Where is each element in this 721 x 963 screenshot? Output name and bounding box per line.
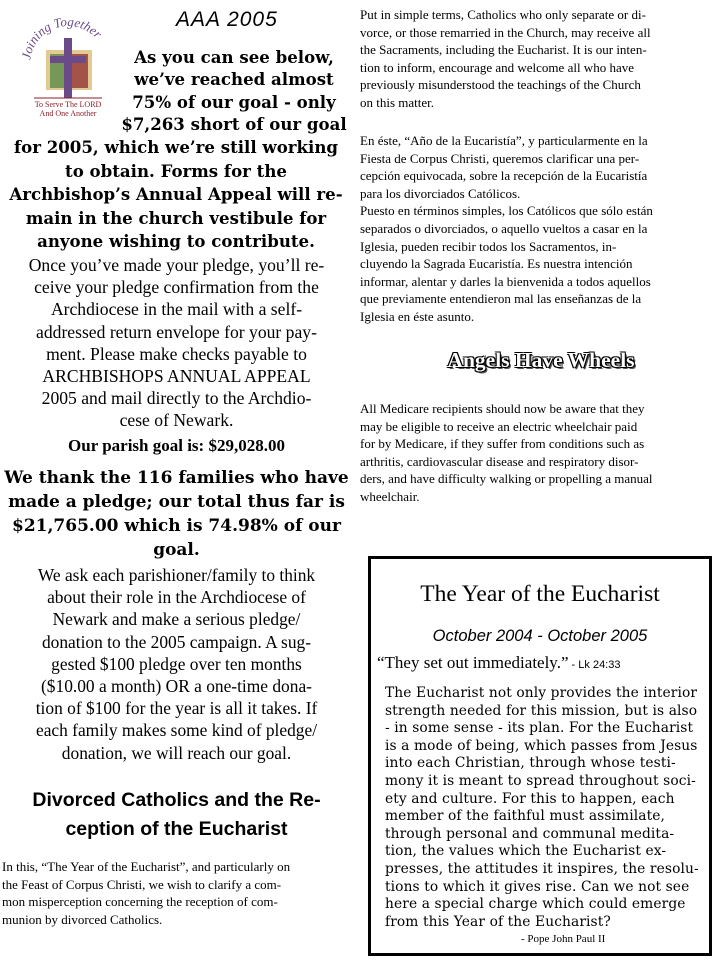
text-line: Puesto en términos simples, los Católicos que sólo están (360, 203, 653, 219)
appeal-title: AAA 2005 (176, 8, 278, 31)
body-line: 2005 and mail directly to the Archdio- (41, 388, 312, 409)
quote-reference: - Lk 24:33 (568, 659, 621, 671)
text-line: cluyendo la Sagrada Eucaristía. Es nuestra intención (360, 256, 633, 272)
ask-line: about their role in the Archdiocese of (47, 587, 306, 608)
year-of-eucharist-box (368, 556, 712, 956)
text-line: separados o divorciados, o aquello vueltos a casar en la (360, 220, 648, 236)
text-line: here a special charge which could emerge (385, 896, 686, 913)
ask-line: gested $100 pledge over ten months (51, 653, 302, 674)
lead-line: As you can see below, (134, 47, 334, 67)
divorced-catholics-heading (4, 786, 349, 844)
text-line: the Sacraments, including the Eucharist. It is our inten- (360, 42, 647, 58)
body-line: Archdiocese in the mail with a self- (50, 299, 303, 320)
text-line: mony it is meant to spread throughout soci- (385, 772, 696, 789)
appeal-lead (120, 46, 348, 136)
text-line: The Eucharist not only provides the interior (385, 685, 698, 701)
ask-line: each family makes some kind of pledge/ (35, 720, 318, 741)
lead-line: for 2005, which we’re still working (13, 137, 339, 157)
ask-line: tion of $100 for the year is all it takes. If (35, 698, 318, 719)
box-attribution: - Pope John Paul II (521, 933, 606, 945)
box-dates: October 2004 - October 2005 (432, 627, 648, 645)
text-line: into each Christian, through whose testi- (385, 755, 676, 772)
text-line: Iglesia en éste asunto. (360, 308, 475, 324)
thanks-line: $21,765.00 which is 74.98% of our (12, 516, 341, 536)
text-line: Put in simple terms, Catholics who only separate or di- (360, 7, 646, 22)
text-line: munion by divorced Catholics. (2, 911, 163, 927)
divorced-english-continued (360, 6, 712, 112)
text-line: strength needed for this mission, but is also (385, 702, 698, 719)
text-line: is a mode of being, which passes from Jesus (385, 737, 698, 754)
text-line: - in some sense - its plan. For the Eucharist (385, 720, 694, 737)
box-body (385, 685, 707, 931)
logo-motto-line1: To Serve The LORD (34, 100, 102, 109)
text-line: vorce, or those remarried in the Church, may receive all (360, 24, 651, 40)
logo-arc-text: oining Together (20, 16, 106, 56)
lead-line: 75% of our goal - only (132, 91, 336, 112)
text-line: informar, alentar y darles la bienvenida a todos aquellos (360, 273, 651, 289)
text-line: from this Year of the Eucharist? (385, 913, 611, 930)
body-line: ARCHBISHOPS ANNUAL APPEAL (42, 366, 311, 387)
angels-body (360, 400, 712, 506)
text-line: presses, the attitudes it inspires, the resolu- (385, 860, 699, 877)
lead-line: $7,263 short of our goal (121, 114, 347, 135)
text-line: tion, the values which the Eucharist ex- (385, 843, 667, 860)
divorced-spanish-text (360, 132, 712, 326)
text-line: En éste, “Año de la Eucaristía”, y particularmente en la (360, 133, 648, 148)
ask-line: donation, we will reach our goal. (61, 742, 292, 763)
thanks-line: made a pledge; our total thus far is (8, 492, 345, 512)
body-line: addressed return envelope for your pay- (36, 321, 317, 342)
text-line: cepción equivocada, sobre la recepción de la Eucaristía (360, 168, 648, 184)
logo-motto-line2: And One Another (39, 109, 97, 118)
text-line: tion to inform, encourage and welcome all who have (360, 59, 634, 75)
parish-goal: Our parish goal is: $29,028.00 (68, 436, 285, 455)
text-line: mon misperception concerning the reception of com- (2, 894, 278, 910)
parish-logo (20, 16, 116, 118)
lead-line: main in the church vestibule for (25, 207, 327, 228)
body-line: cese of Newark. (119, 410, 234, 431)
pledge-request (4, 564, 349, 764)
quote-text: “They set out immediately.” (377, 653, 569, 672)
text-line: on this matter. (360, 94, 435, 110)
text-line: Fiesta de Corpus Christi, queremos clarificar una per- (360, 150, 640, 166)
body-line: ment. Please make checks payable to (46, 343, 307, 364)
heading-line: Divorced Catholics and the Re- (32, 789, 321, 811)
text-line: ders, and have difficulty walking or propelling a manual (360, 471, 653, 487)
divorced-english-intro (2, 858, 347, 928)
text-line: arthritis, cardiovascular disease and respiratory disor- (360, 453, 639, 469)
angels-heading: Angels Have Wheels (447, 348, 635, 372)
lead-line: Archbishop’s Annual Appeal will re- (9, 184, 343, 205)
thanks-line: We thank the 116 families who have (4, 468, 349, 488)
lead-line: to obtain. Forms for the (65, 160, 287, 181)
text-line: All Medicare recipients should now be aware that they (360, 401, 645, 416)
text-line: In this, “The Year of the Eucharist”, and particularly on (2, 859, 291, 874)
text-line: wheelchair. (360, 488, 420, 504)
lead-line: anyone wishing to contribute. (37, 231, 315, 252)
text-line: the Feast of Corpus Christi, we wish to clarify a com- (2, 876, 282, 892)
thanks-line: goal. (153, 540, 200, 560)
text-line: through personal and communal medita- (385, 825, 675, 842)
text-line: tions to which it gives rise. Can we not see (385, 878, 690, 895)
lead-line: we’ve reached almost (134, 69, 334, 90)
body-line: Once you’ve made your pledge, you’ll re- (28, 255, 325, 275)
box-title: The Year of the Eucharist (420, 581, 660, 607)
text-line: member of the faithful must assimilate, (385, 808, 665, 825)
body-line: ceive your pledge confirmation from the (34, 277, 319, 298)
ask-line: Newark and make a serious pledge/ (52, 609, 301, 630)
ask-line: ($10.00 a month) OR a one-time dona- (41, 676, 312, 697)
appeal-lead-cont (0, 136, 352, 254)
ask-line: We ask each parishioner/family to think (37, 565, 316, 585)
heading-line: ception of the Eucharist (65, 818, 288, 840)
text-line: para los divorciados Católicos. (360, 185, 521, 201)
text-line: que previamente entendieron mal las enseñanzas de la (360, 291, 642, 307)
box-quote (377, 653, 707, 673)
text-line: Iglesia, pueden recibir todos los Sacramentos, in- (360, 238, 617, 254)
text-line: previously misunderstood the teachings of the Church (360, 77, 641, 93)
thanks-text (4, 466, 349, 562)
text-line: may be eligible to receive an electric wheelchair paid (360, 418, 638, 434)
ask-line: donation to the 2005 campaign. A sug- (41, 631, 312, 652)
text-line: for by Medicare, if they suffer from conditions such as (360, 436, 645, 452)
text-line: ety and culture. For this to happen, each (385, 790, 675, 807)
appeal-body (4, 254, 349, 432)
